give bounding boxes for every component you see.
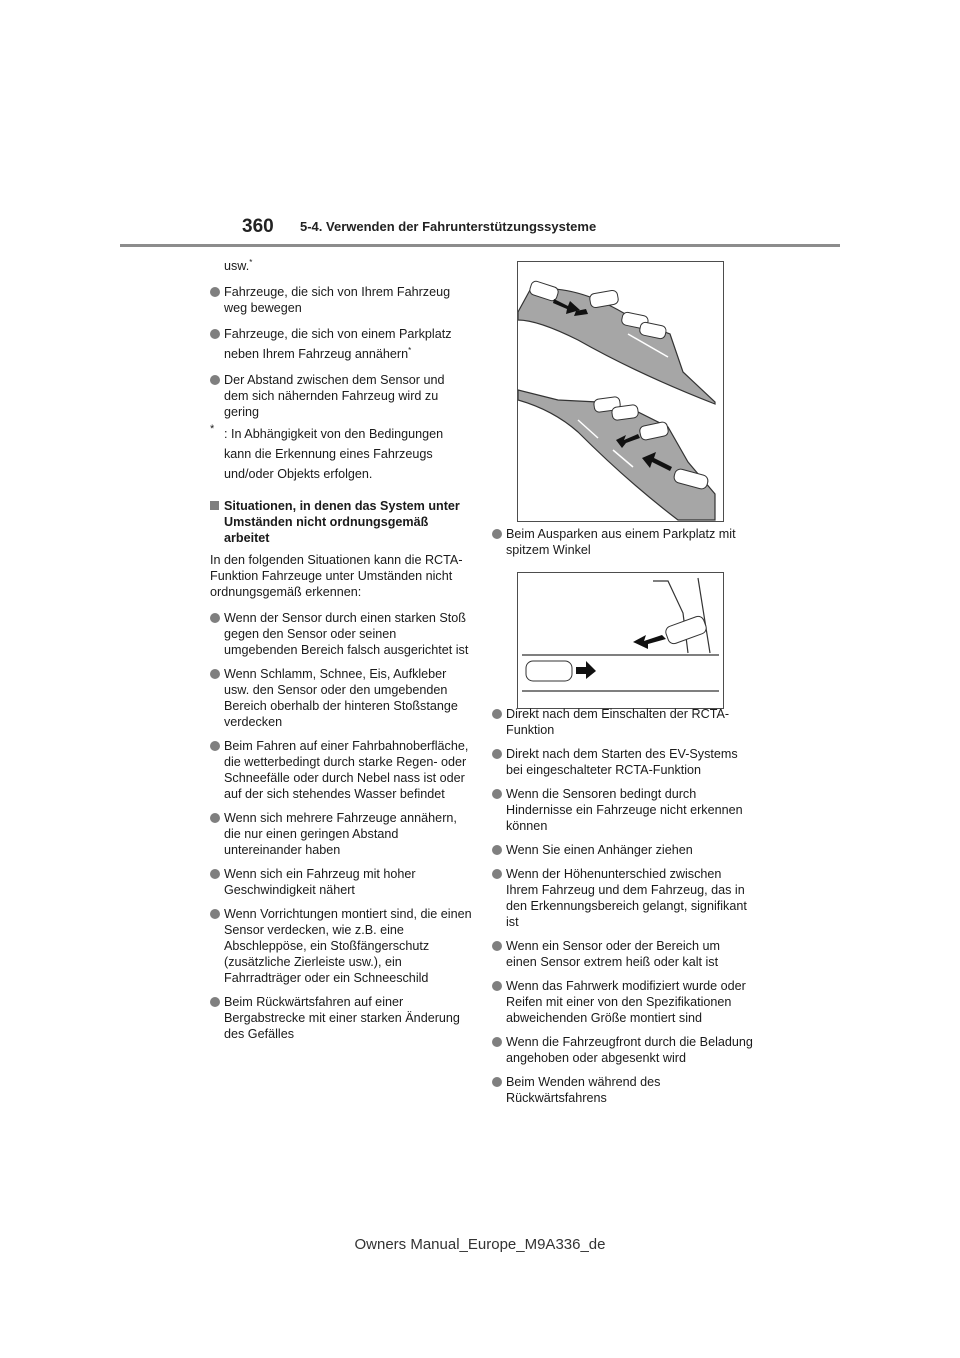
list-item: Direkt nach dem Einschalten der RCTA-Funktion: [492, 706, 754, 738]
round-bullet-icon: [210, 287, 220, 297]
list-item: Wenn der Höhenunterschied zwischen Ihrem Fahrzeug und dem Fahrzeug, das in den Erkennungsbereich gelangt, signifikant ist: [492, 866, 754, 930]
round-bullet-icon: [210, 813, 220, 823]
list-item: Beim Rückwärtsfahren auf einer Bergabstrecke mit einer starken Änderung des Gefälles: [210, 994, 472, 1042]
list-item: Beim Ausparken aus einem Parkplatz mit spitzem Winkel: [492, 526, 754, 558]
page-number: 360: [242, 216, 274, 237]
round-bullet-icon: [492, 981, 502, 991]
list-item: Wenn Vorrichtungen montiert sind, die einen Sensor verdecken, wie z.B. eine Abschleppöse, ein Stoßfängerschutz (zusätzliche Zierleiste usw.), ein Fahrradträger oder ein Schneeschild: [210, 906, 472, 986]
intro-paragraph: In den folgenden Situationen kann die RCTA-Funktion Fahrzeuge unter Umständen nicht ordnungsgemäß erkennen:: [210, 553, 463, 599]
footnote-text: : In Abhängigkeit von den Bedingungen kann die Erkennung eines Fahrzeugs und/oder Objekts erfolgen.: [224, 427, 444, 481]
asterisk: *: [249, 257, 253, 267]
continued-text: usw.*: [224, 257, 253, 273]
round-bullet-icon: [492, 869, 502, 879]
list-item: Wenn ein Sensor oder der Bereich um einen Sensor extrem heiß oder kalt ist: [492, 938, 754, 970]
list-item: Der Abstand zwischen dem Sensor und dem sich nähernden Fahrzeug wird zu gering: [210, 372, 472, 420]
right-column: [492, 526, 754, 1114]
round-bullet-icon: [210, 997, 220, 1007]
list-item: Direkt nach dem Starten des EV-Systems bei eingeschalteter RCTA-Funktion: [492, 746, 754, 778]
list-item: Wenn sich ein Fahrzeug mit hoher Geschwindigkeit nähert: [210, 866, 472, 898]
list-item: Wenn die Sensoren bedingt durch Hindernisse ein Fahrzeuge nicht erkennen können: [492, 786, 754, 834]
round-bullet-icon: [492, 749, 502, 759]
round-bullet-icon: [210, 375, 220, 385]
section-title: 5-4. Verwenden der Fahrunterstützungssysteme: [300, 219, 597, 234]
round-bullet-icon: [492, 709, 502, 719]
list-item: Wenn der Sensor durch einen starken Stoß gegen den Sensor oder seinen umgebenden Bereich falsch ausgerichtet ist: [210, 610, 472, 658]
figure-downhill-road: [517, 261, 724, 522]
round-bullet-icon: [210, 669, 220, 679]
header-rule: [120, 244, 840, 247]
round-bullet-icon: [492, 845, 502, 855]
round-bullet-icon: [492, 789, 502, 799]
figure-spacer: [492, 558, 754, 706]
list-item: Beim Fahren auf einer Fahrbahnoberfläche, die wetterbedingt durch starke Regen- oder Schneefälle oder durch Nebel nass ist oder auf der sich stehendes Wasser befindet: [210, 738, 472, 802]
footer-text: Owners Manual_Europe_M9A336_de: [354, 1236, 606, 1253]
round-bullet-icon: [210, 329, 220, 339]
list-item: Wenn Schlamm, Schnee, Eis, Aufkleber usw. den Sensor oder den umgebenden Bereich oberhalb der hinteren Stoßstange verdecken: [210, 666, 472, 730]
list-item: Wenn sich mehrere Fahrzeuge annähern, die nur einen geringen Abstand untereinander haben: [210, 810, 472, 858]
subheading: Situationen, in denen das System unter Umständen nicht ordnungsgemäß arbeitet: [210, 498, 472, 546]
asterisk: *: [408, 345, 412, 355]
round-bullet-icon: [210, 869, 220, 879]
round-bullet-icon: [210, 613, 220, 623]
round-bullet-icon: [492, 1077, 502, 1087]
round-bullet-icon: [210, 741, 220, 751]
footnote-mark: *: [210, 423, 215, 435]
list-item: Wenn die Fahrzeugfront durch die Beladung angehoben oder abgesenkt wird: [492, 1034, 754, 1066]
round-bullet-icon: [492, 529, 502, 539]
list-item: Wenn Sie einen Anhänger ziehen: [492, 842, 754, 858]
list-item: Wenn das Fahrwerk modifiziert wurde oder Reifen mit einer von den Spezifikationen abweichenden Größe montiert sind: [492, 978, 754, 1026]
list-item: Fahrzeuge, die sich von einem Parkplatz neben Ihrem Fahrzeug annähern*: [210, 324, 472, 364]
left-column: [210, 258, 472, 1050]
footnote: [210, 424, 472, 484]
downhill-road-illustration: [518, 262, 723, 521]
upper-road: [518, 289, 715, 404]
round-bullet-icon: [492, 941, 502, 951]
round-bullet-icon: [210, 909, 220, 919]
square-bullet-icon: [210, 501, 219, 510]
round-bullet-icon: [492, 1037, 502, 1047]
list-item: Beim Wenden während des Rückwärtsfahrens: [492, 1074, 754, 1106]
list-item: Fahrzeuge, die sich von Ihrem Fahrzeug weg bewegen: [210, 284, 472, 316]
